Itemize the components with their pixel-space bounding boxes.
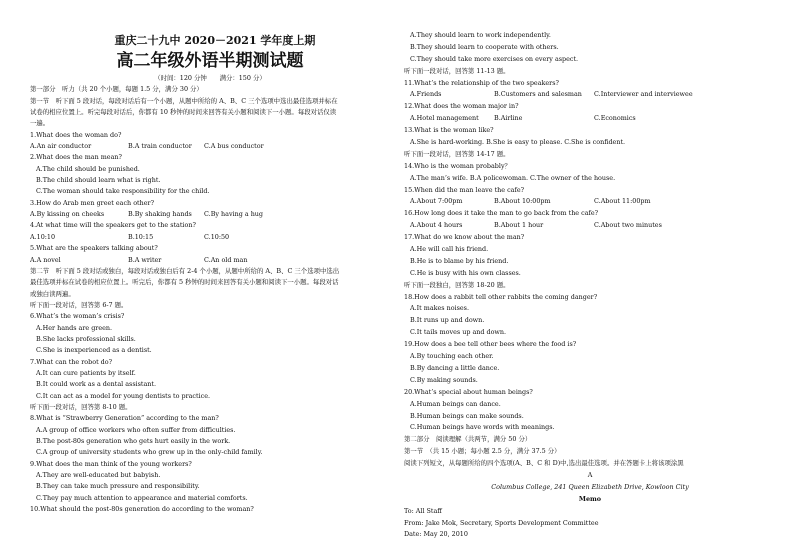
text-line: B.It could work as a dental assistant. (36, 380, 157, 389)
text-line: C.It tails moves up and down. (410, 328, 507, 337)
text-line: C.Human beings have words with meanings. (410, 423, 555, 432)
text-line: A.It can cure patients by itself. (36, 368, 136, 377)
text-line: A.The man’s wife. B.A policewoman. C.The owner of the house. (410, 173, 616, 182)
text-line: 最佳选项并标在试卷的相应位置上。听完后，你都有 5 秒钟的时间来回答有关小题和阅读下一小题。每段对话 (30, 278, 339, 287)
text-line: A.A group of office workers who often suffer from difficulties. (36, 425, 236, 434)
text-line: A.He will call his friend. (410, 245, 489, 254)
text-line: Columbus College, 241 Queen Elizabeth Drive, Kowloon City (491, 482, 689, 491)
text-line: 第一节 听下面 5 段对话，每段对话后有一个小题，从题中所给的 A、B、C 三个选项中选出最佳选项并标在 (30, 96, 338, 105)
option-row (30, 255, 390, 266)
text-line: C.She is inexperienced as a dentist. (36, 346, 152, 355)
text-line: B.The child should learn what is right. (36, 176, 161, 185)
option-text: A.An air conductor (30, 142, 92, 151)
text-line: 13.What is the woman like? (404, 126, 494, 135)
option-text: B.About 10:00pm (494, 197, 551, 206)
text-line: C.By making sounds. (410, 375, 478, 384)
option-text: A.By kissing on cheeks (30, 210, 105, 219)
text-line: 听下面一段对话，回答第 6-7 题。 (30, 300, 128, 309)
left-column (30, 33, 390, 515)
left-text-body (30, 84, 390, 515)
option-text: C.By having a hug (204, 210, 264, 219)
option-text: C.About two minutes (594, 221, 662, 230)
text-line: B.They should learn to cooperate with others. (410, 42, 559, 51)
text-line: 或独白读两遍。 (30, 289, 75, 298)
option-text: C.An old man (204, 255, 248, 264)
text-line: From: Jake Mok, Secretary, Sports Development Committee (404, 518, 599, 527)
option-row (404, 196, 776, 208)
option-text: A.About 7:00pm (410, 197, 463, 206)
text-line: To: All Staff (404, 506, 442, 515)
text-line: 5.What are the speakers talking about? (30, 244, 158, 253)
text-line: 15.When did the man leave the cafe? (404, 185, 525, 194)
option-text: C.Interviewer and interviewee (594, 90, 693, 99)
text-line: 7.What can the robot do? (30, 357, 113, 366)
text-line: 6.What’s the woman’s crisis? (30, 312, 125, 321)
text-line: 10.What should the post-80s generation do according to the woman? (30, 505, 254, 514)
text-line: A.By touching each other. (410, 352, 494, 361)
option-row (30, 141, 390, 152)
option-text: C.A bus conductor (204, 142, 264, 151)
text-line: 听下面一段对话，回答第 11-13 题。 (404, 66, 510, 75)
right-text-body (404, 30, 776, 541)
text-line: A.The child should be punished. (36, 164, 140, 173)
text-line: A.They should learn to work independently. (410, 31, 551, 39)
school-title: 重庆二十九中 2020－2021 学年度上期 (114, 34, 316, 47)
text-line: B.By dancing a little dance. (410, 363, 500, 372)
text-line: 阅读下列短文，从每题所给的四个选项(A、B、C 和 D)中,选出最佳选项。并在答题卡上将该项涂黑 (404, 459, 684, 468)
text-line: 12.What does the woman major in? (404, 102, 519, 111)
text-line: 听下面一段对话，回答第 14-17 题。 (404, 149, 510, 158)
text-line: 第二节 听下面 5 段对话或独白，每段对话或独白后有 2-4 个小题，从题中所给的 A、B、C 三个选项中选出 (30, 266, 340, 275)
text-line: 听下面一段独白，回答第 18-20 题。 (404, 280, 510, 289)
text-line: 试卷的相应位置上。听完每段对话后，你都有 10 秒钟的时间来回答有关小题和阅读下一小题。每段对话仅读 (30, 108, 337, 117)
text-line: B.It runs up and down. (410, 316, 485, 325)
text-line: 3.How do Arab men greet each other? (30, 198, 155, 207)
option-row (30, 232, 390, 243)
text-line: 9.What does the man think of the young workers? (30, 459, 192, 468)
text-line: 一遍。 (30, 119, 50, 128)
text-line: 第二部分 阅读理解（共两节，满分 50 分） (404, 435, 532, 444)
text-line: Date: May 20, 2010 (404, 530, 468, 539)
option-text: A.About 4 hours (410, 221, 463, 230)
exam-title: 高二年级外语半期测试题 (116, 51, 304, 71)
text-line: 11.What’s the relationship of the two speakers? (404, 78, 559, 87)
text-line: 20.What’s special about human beings? (404, 387, 533, 396)
text-line: A.Human beings can dance. (410, 399, 501, 408)
option-text: C.Economics (594, 114, 636, 123)
option-text: B.By shaking hands (128, 210, 192, 219)
option-text: A.Hotel management (410, 114, 479, 123)
text-line: 2.What does the man mean? (30, 153, 122, 162)
text-line: 16.How long does it take the man to go back from the cafe? (404, 209, 599, 218)
option-text: A.Friends (410, 90, 442, 99)
option-text: B.Airline (494, 114, 523, 123)
text-line: 1.What does the woman do? (30, 130, 122, 139)
option-text: B.Customers and salesman (494, 90, 582, 99)
time-score-line: （时间：120 分钟 满分：150 分） (154, 74, 266, 82)
text-line: 第一节 （共 15 小题；每小题 2.5 分，满分 37.5 分） (404, 447, 561, 456)
text-line: Memo (578, 494, 602, 503)
text-line: C.They pay much attention to appearance and material comforts. (36, 493, 248, 502)
text-line: B.The post-80s generation who gets hurt easily in the work. (36, 437, 231, 445)
right-column (404, 30, 776, 541)
option-text: A.10:10 (30, 232, 56, 241)
text-line: B.Human beings can make sounds. (410, 411, 524, 420)
option-text: B.A writer (128, 255, 162, 264)
text-line: 19.How does a bee tell other bees where the food is? (404, 340, 577, 349)
text-line: A (587, 470, 593, 479)
option-text: B.A train conductor (128, 142, 192, 151)
text-line: 4.At what time will the speakers get to the station? (30, 221, 196, 230)
option-text: A.A novel (30, 255, 61, 264)
text-line: A.Her hands are green. (36, 323, 113, 332)
option-text: B.10:15 (128, 232, 154, 241)
text-line: 第一部分 听力（共 20 个小题，每题 1.5 分，满分 30 分） (30, 85, 203, 94)
text-line: 8.What is “Strawberry Generation” according to the man? (30, 414, 219, 423)
text-line: C.They should take more exercises on every aspect. (410, 54, 579, 63)
text-line: 17.What do we know about the man? (404, 233, 525, 242)
text-line: A.It makes noises. (410, 304, 469, 313)
text-line: C.He is busy with his own classes. (410, 268, 521, 277)
text-line: A.She is hard-working. B.She is easy to please. C.She is confident. (410, 138, 626, 147)
text-line: A.They are well-educated but babyish. (36, 471, 161, 480)
option-text: B.About 1 hour (494, 221, 544, 230)
text-line: C.It can act as a model for young dentists to practice. (36, 391, 211, 400)
text-line: 14.Who is the woman probably？ (404, 161, 511, 170)
text-line: B.They can take much pressure and responsibility. (36, 482, 200, 491)
text-line: C.A group of university students who grew up in the only-child family. (36, 448, 263, 457)
text-line: 听下面一段对话，回答第 8-10 题。 (30, 402, 132, 411)
text-line: C.The woman should take responsibility for the child. (36, 187, 210, 196)
option-row (30, 209, 390, 220)
option-row (404, 220, 776, 232)
text-line: B.She lacks professional skills. (36, 334, 136, 343)
option-text: C.About 11:00pm (594, 197, 651, 206)
option-row (404, 113, 776, 125)
text-line: B.He is to blame by his friend. (410, 256, 509, 265)
option-row (404, 89, 776, 101)
option-text: C.10:50 (204, 232, 230, 241)
text-line: 18.How does a rabbit tell other rabbits the coming danger? (404, 292, 598, 301)
